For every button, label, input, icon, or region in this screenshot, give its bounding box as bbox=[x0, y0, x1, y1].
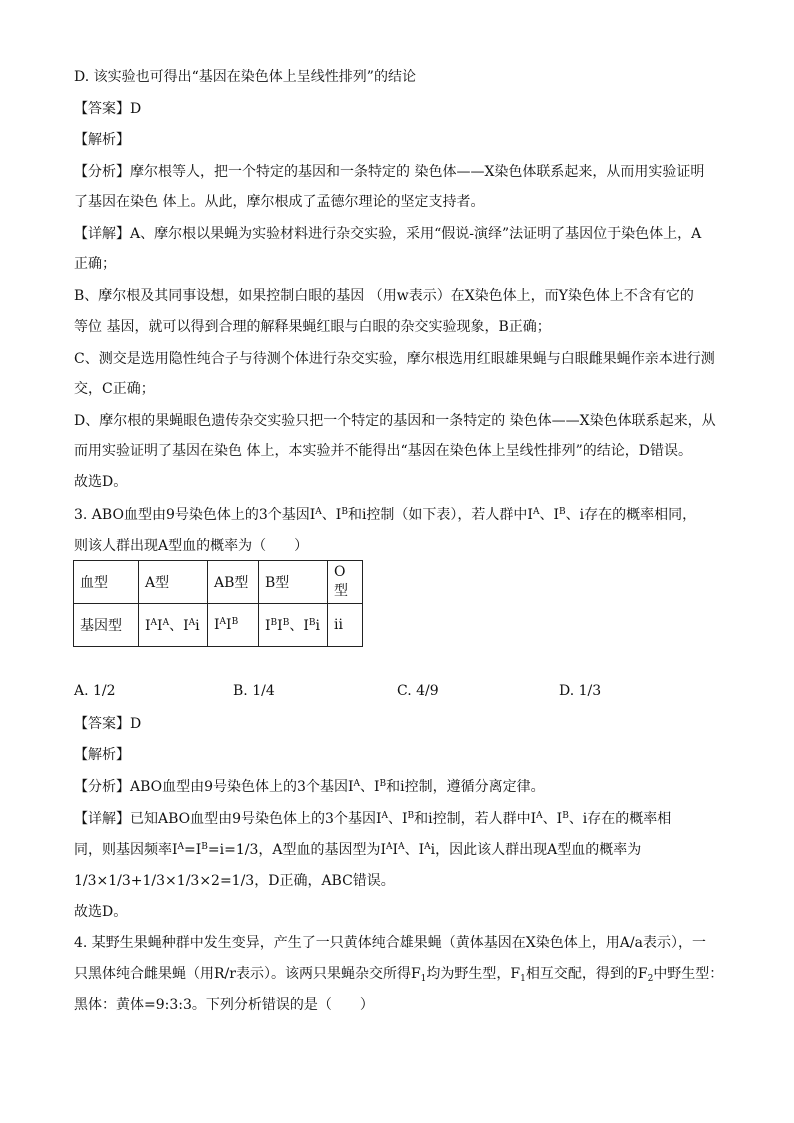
conclusion-line: 故选D。 bbox=[74, 904, 128, 920]
detail-line: D、摩尔根的果蝇眼色遗传杂交实验只把一个特定的基因和一条特定的 染色体——X染色体联系起来，从 bbox=[74, 413, 716, 429]
detail-line: 等位 基因，就可以得到合理的解释果蝇红眼与白眼的杂交实验现象，B正确； bbox=[74, 319, 551, 335]
detail-line: B、摩尔根及其同事设想，如果控制白眼的基因 （用w表示）在X染色体上，而Y染色体上不含有它的 bbox=[74, 288, 694, 304]
detail-line: 交，C正确； bbox=[74, 381, 155, 397]
table-cell: AB型 bbox=[208, 561, 259, 604]
blood-type-table bbox=[73, 560, 363, 647]
option-b: B. 1/4 bbox=[233, 683, 275, 699]
analysis-line: 了基因在染色 体上。从此，摩尔根成了孟德尔理论的坚定支持者。 bbox=[74, 194, 485, 210]
answer-label: 【答案】D bbox=[74, 101, 142, 117]
question-4-stem: 只黑体纯合雌果蝇（用R/r表示）。该两只果蝇杂交所得$F_1$均为野生型，$F_1$相互交配，得到的$F_2$中野生型： bbox=[74, 966, 724, 984]
table-cell: 血型 bbox=[74, 561, 139, 604]
option-d-text: D. 该实验也可得出“基因在染色体上呈线性排列”的结论 bbox=[74, 69, 416, 85]
table-cell: $I^AI^B$ bbox=[208, 604, 259, 647]
answer-label: 【答案】D bbox=[74, 716, 142, 732]
conclusion-line: 故选D。 bbox=[74, 474, 128, 490]
analysis-label: 【解析】 bbox=[74, 747, 130, 763]
detail-line: 同，则基因频率$I^A=I^B=i=1/3$，A型血的基因型为$I^AI^A$、$I^Ai$，因此该人群出现A型血的概率为 bbox=[74, 842, 642, 858]
detail-line: 1/3×1/3+1/3×1/3×2=1/3，D正确，ABC错误。 bbox=[74, 873, 395, 889]
question-4-stem: 黑体：黄体=9:3:3。下列分析错误的是（ ） bbox=[74, 997, 374, 1013]
table-row bbox=[74, 561, 363, 604]
analysis-line: 【分析】摩尔根等人，把一个特定的基因和一条特定的 染色体——X染色体联系起来，从而用实验证明 bbox=[74, 164, 705, 180]
table-cell: 基因型 bbox=[74, 604, 139, 647]
question-3-stem: 3. ABO血型由9号染色体上的3个基因$I^A$、$I^B$和i控制（如下表），若人群中$I^A$、$I^B$、i存在的概率相同， bbox=[74, 507, 697, 523]
table-row bbox=[74, 604, 363, 647]
detail-line: C、测交是选用隐性纯合子与待测个体进行杂交实验，摩尔根选用红眼雄果蝇与白眼雌果蝇作亲本进行测 bbox=[74, 351, 715, 367]
table-cell: O型 bbox=[328, 561, 363, 604]
detail-line: 【详解】A、摩尔根以果蝇为实验材料进行杂交实验，采用“假说-演绎”法证明了基因位于染色体上，A bbox=[74, 226, 702, 242]
table-cell: $I^BI^B$、$I^Bi$ bbox=[259, 604, 328, 647]
option-d: D. 1/3 bbox=[559, 683, 602, 699]
detail-line: 正确； bbox=[74, 256, 116, 272]
question-4-stem: 4. 某野生果蝇种群中发生变异，产生了一只黄体纯合雄果蝇（黄体基因在X染色体上，用A/a表示），一 bbox=[74, 935, 706, 951]
option-a: A. 1/2 bbox=[74, 683, 116, 699]
detail-line: 【详解】已知ABO血型由9号染色体上的3个基因$I^A$、$I^B$和i控制，若人群中$I^A$、$I^B$、i存在的概率相 bbox=[74, 811, 672, 827]
option-c: C. 4/9 bbox=[397, 683, 439, 699]
table-cell: ii bbox=[328, 604, 363, 647]
analysis-label: 【解析】 bbox=[74, 132, 130, 148]
analysis-line: 【分析】ABO血型由9号染色体上的3个基因$I^A$、$I^B$和i控制，遵循分离定律。 bbox=[74, 779, 545, 795]
table-cell: $I^AI^A$、$I^Ai$ bbox=[139, 604, 208, 647]
question-3-stem: 则该人群出现A型血的概率为（ ） bbox=[74, 538, 309, 554]
detail-line: 而用实验证明了基因在染色 体上，本实验并不能得出“基因在染色体上呈线性排列”的结论，D错误。 bbox=[74, 443, 692, 459]
table-cell: A型 bbox=[139, 561, 208, 604]
table-cell: B型 bbox=[259, 561, 328, 604]
